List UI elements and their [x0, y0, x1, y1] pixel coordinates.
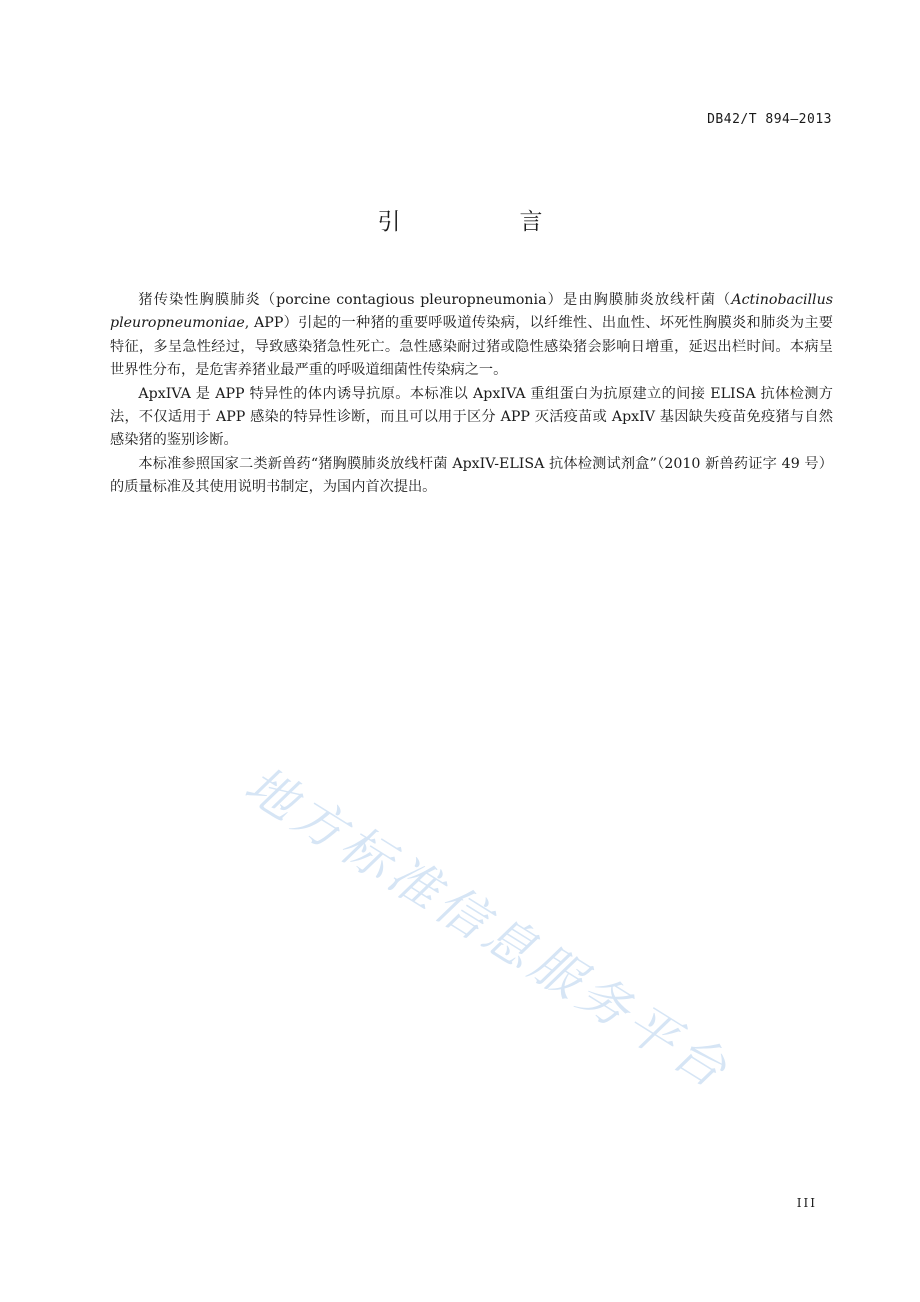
species-name: Actinobacillus pleuropneumoniae	[110, 292, 833, 332]
body-text	[110, 289, 833, 500]
paragraph-1	[110, 289, 833, 383]
section-title: 引 言	[377, 209, 591, 235]
paragraph-2: ApxIVA 是 APP 特异性的体内诱导抗原。本标准以 ApxIVA 重组蛋白为抗原建立的间接 ELISA 抗体检测方法，不仅适用于 APP 感染的特异性诊断，而且可以用于区分 APP 灭活疫苗或 ApxIV 基因缺失疫苗免疫猪与自然感染猪的鉴别诊断。	[110, 385, 833, 449]
paragraph-1-rest: , APP）引起的一种猪的重要呼吸道传染病，以纤维性、出血性、坏死性胸膜炎和肺炎为主要特征，多呈急性经过，导致感染猪急性死亡。急性感染耐过猪或隐性感染猪会影响日增重，延迟出栏时间。本病呈世界性分布，是危害养猪业最严重的呼吸道细菌性传染病之一。	[110, 315, 833, 379]
watermark: 地方标准信息服务平台	[235, 755, 741, 1102]
paragraph-1-lead: 猪传染性胸膜肺炎（porcine contagious pleuropneumonia）是由胸膜肺炎放线杆菌（	[138, 292, 732, 308]
page-number: III	[796, 1196, 817, 1210]
document-code: DB42/T 894—2013	[707, 112, 832, 127]
paragraph-3: 本标准参照国家二类新兽药“猪胸膜肺炎放线杆菌 ApxIV-ELISA 抗体检测试剂盒”（2010 新兽药证字 49 号）的质量标准及其使用说明书制定，为国内首次提出。	[110, 455, 833, 496]
